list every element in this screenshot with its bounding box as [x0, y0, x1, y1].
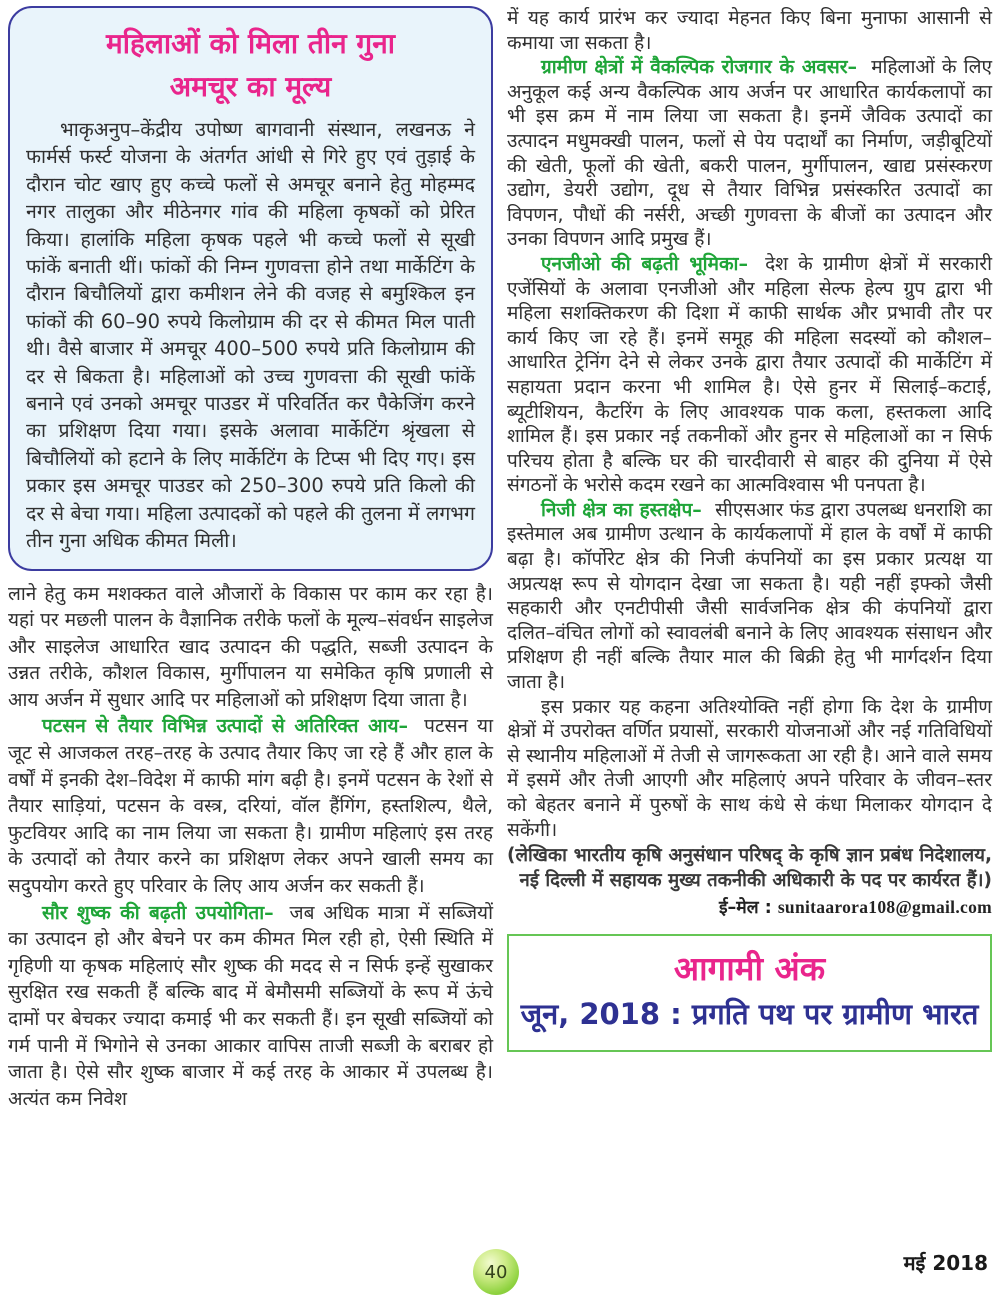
section-heading-ngo: एनजीओ की बढ़ती भूमिका–	[541, 252, 748, 275]
highlight-box-body: भाकृअनुप–केंद्रीय उपोष्ण बागवानी संस्थान, लखनऊ ने फार्मर्स फर्स्ट योजना के अंतर्गत आंधी से गिरे हुए एवं तुड़ाई के दौरान चोट खाए हुए कच्चे फलों से अमचूर बनाने हेतु मोहम्मद नगर तालुका और मीठेनगर गांव की महिला कृषकों को प्रेरित किया। हालांकि महिला कृषक पहले भी कच्चे फलों से सूखी फांकें बनाती थीं। फांकों की निम्न गुणवत्ता होने तथा मार्केटिंग के दौरान बिचौलियों द्वारा कमीशन लेने की वजह से बमुश्किल इन फांकों की 60–90 रुपये किलोग्राम की दर से कीमत मिल पाती थी। वैसे बाजार में अमचूर 400–500 रुपये प्रति किलोग्राम की दर से बिकता है। महिलाओं को उच्च गुणवत्ता की सूखी फांकें बनाने एवं उनको अमचूर पाउडर में परिवर्तित कर पैकेजिंग करने का प्रशिक्षण दिया गया। इसके अलावा मार्केटिंग श्रृंखला से बिचौलियों को हटाने के लिए मार्केटिंग के टिप्स भी दिए गए। इस प्रकार इस अमचूर पाउडर को 250–300 रुपये प्रति किलो की दर से बेचा गया। महिला उत्पादकों को पहले की तुलना में लगभग तीन गुना अधिक कीमत मिली।	[26, 118, 475, 553]
highlight-box-title	[26, 22, 475, 108]
next-issue-title: आगामी अंक	[673, 949, 826, 989]
section-body-saur-shushk: जब अधिक मात्रा में सब्जियों का उत्पादन हो और बेचने पर कम कीमत मिल रही हो, ऐसी स्थिति में गृहिणी या कृषक महिलाएं सौर शुष्क की मदद से न सिर्फ इन्हें सुखाकर सुरक्षित रख सकती हैं बल्कि बाद में बेमौसमी सब्जियों के रूप में ऊंचे दामों पर बेचकर ज्यादा कमाई भी कर सकती हैं। इन सूखी सब्जियों को गर्म पानी में भिगोने से उनका आकार वापिस ताजी सब्जी के बराबर हो जाता है। ऐसे सौर शुष्क बाजार में कई तरह के आकार में उपलब्ध है। अत्यंत कम निवेश	[8, 901, 493, 1110]
right-column	[507, 6, 992, 1112]
section-body-patsan: पटसन या जूट से आजकल तरह–तरह के उत्पाद तैयार किए जा रहे हैं और हाल के वर्षों में इनकी देश–विदेश में काफी मांग बढ़ी है। इनमें पटसन के रेशों से तैयार साड़ियां, पटसन के वस्त्र, दरियां, वॉल हैंगिंग, हस्तशिल्प, थैले, फुटवियर आदि का नाम लिया जा सकता है। ग्रामीण महिलाएं इस तरह के उत्पादों को तैयार करने का प्रशिक्षण लेकर अपने खाली समय का सदुपयोग करते हुए परिवार के लिए आय अर्जन कर सकती हैं।	[8, 715, 493, 898]
author-note: (लेखिका भारतीय कृषि अनुसंधान परिषद् के कृषि ज्ञान प्रबंध निदेशालय, नई दिल्ली में सहायक मुख्य तकनीकी अधिकारी के पद पर कार्यरत हैं।)	[507, 845, 992, 891]
section-ngo	[507, 252, 992, 498]
section-body-niji-kshetra: सीएसआर फंड द्वारा उपलब्ध धनराशि का इस्तेमाल अब ग्रामीण उत्थान के कार्यकलापों में हाल के वर्षों में काफी बढ़ा है। कॉर्पोरेट क्षेत्र की निजी कंपनियों का इस प्रकार प्रत्यक्ष या अप्रत्यक्ष रूप से योगदान देखा जा सकता है। यही नहीं इफ्को जैसी सहकारी और एनटीपीसी जैसी सार्वजनिक क्षेत्र की कंपनियों द्वारा दलित–वंचित लोगों को स्वावलंबी बनाने के लिए आवश्यक संसाधन और प्रशिक्षण ही नहीं बल्कि तैयार माल की बिक्री हेतु भी मार्गदर्शन दिया जाता है।	[507, 498, 992, 694]
amchur-highlight-box	[8, 6, 493, 571]
page-number: 40	[484, 1261, 508, 1283]
section-heading-niji-kshetra: निजी क्षेत्र का हस्तक्षेप–	[541, 498, 702, 521]
section-body-ngo: देश के ग्रामीण क्षेत्रों में सरकारी एजेंसियों के अलावा एनजीओ और महिला सेल्फ हेल्प ग्रुप द्वारा भी महिला सशक्तिकरण की दिशा में काफी सार्थक और प्रभावी तौर पर कार्य किए जा रहे हैं। इनमें समूह की महिला सदस्यों को कौशल–आधारित ट्रेनिंग देने से लेकर उनके द्वारा तैयार उत्पादों की मार्केटिंग में सहायता प्रदान करना भी शामिल है। ऐसे हुनर में सिलाई–कटाई, ब्यूटीशियन, कैटरिंग के लिए आवश्यक पाक कला, हस्तकला आदि शामिल हैं। इस प्रकार नई तकनीकों और हुनर से महिलाओं का न सिर्फ परिचय होता है बल्कि घर की चारदीवारी से बाहर की दुनिया में ऐसे संगठनों के भरोसे कदम रखने का आत्मविश्वास भी पनपता है।	[507, 252, 992, 497]
section-patsan	[8, 713, 493, 899]
next-issue-box	[507, 934, 992, 1052]
section-heading-vaikalpik-rojgar: ग्रामीण क्षेत्रों में वैकल्पिक रोजगार के अवसर–	[541, 56, 858, 79]
page-number-badge	[473, 1249, 519, 1295]
section-saur-shushk	[8, 900, 493, 1113]
highlight-box-title-line2: अमचूर का मूल्य	[169, 70, 332, 103]
page-footer	[0, 1243, 1000, 1299]
section-niji-kshetra	[507, 498, 992, 695]
issue-date: मई 2018	[903, 1251, 988, 1275]
highlight-box-title-line1: महिलाओं को मिला तीन गुना	[105, 27, 395, 60]
left-column	[8, 6, 493, 1112]
closing-paragraph: इस प्रकार यह कहना अतिश्योक्ति नहीं होगा कि देश के ग्रामीण क्षेत्रों में उपरोक्त वर्णित प्रयासों, सरकारी योजनाओं और नई गतिविधियों से स्थानीय महिलाओं में तेजी से जागरूकता आ रही है। आने वाले समय में इसमें और तेजी आएगी और महिलाएं अपने परिवार के जीवन–स्तर को बेहतर बनाने में पुरुषों के साथ कंधे से कंधा मिलाकर योगदान दे सकेंगी।	[507, 695, 992, 841]
section-vaikalpik-rojgar	[507, 55, 992, 252]
email-label: ई–मेल :	[718, 898, 772, 919]
right-continuation-paragraph: में यह कार्य प्रारंभ कर ज्यादा मेहनत किए बिना मुनाफा आसानी से कमाया जा सकता है।	[507, 7, 992, 54]
next-issue-subtitle: जून, 2018 : प्रगति पथ पर ग्रामीण भारत	[520, 997, 979, 1032]
author-email: sunitaarora108@gmail.com	[777, 897, 992, 918]
section-heading-saur-shushk: सौर शुष्क की बढ़ती उपयोगिता–	[42, 901, 274, 924]
left-continuation-paragraph: लाने हेतु कम मशक्कत वाले औजारों के विकास पर काम कर रहा है। यहां पर मछली पालन के वैज्ञानिक तरीके फलों के मूल्य–संवर्धन साइलेज और साइलेज आधारित खाद उत्पादन की पद्धति, सब्जी उत्पादन के उन्नत तरीके, कौशल विकास, मुर्गीपालन या समेकित कृषि प्रणाली से आय अर्जन में सुधार आदि पर महिलाओं को प्रशिक्षण दिया जाता है।	[8, 582, 493, 711]
article-columns	[8, 6, 992, 1112]
author-email-line	[507, 895, 992, 920]
section-body-vaikalpik-rojgar: महिलाओं के लिए अनुकूल कई अन्य वैकल्पिक आय अर्जन पर आधारित कार्यकलापों का भी इस क्रम में नाम लिया जा सकता है। इनमें जैविक उत्पादों का उत्पादन मधुमक्खी पालन, फलों से पेय पदार्थों का निर्माण, जड़ीबूटियों की खेती, फूलों की खेती, बकरी पालन, मुर्गीपालन, खाद्य प्रसंस्करण उद्योग, डेयरी उद्योग, दूध से तैयार विभिन्न प्रसंस्करित उत्पादों का विपणन, पौधों की नर्सरी, अच्छी गुणवत्ता के बीजों का उत्पादन और उनका विपणन आदि प्रमुख हैं।	[507, 56, 992, 251]
section-heading-patsan: पटसन से तैयार विभिन्न उत्पादों से अतिरिक्त आय–	[42, 715, 409, 738]
